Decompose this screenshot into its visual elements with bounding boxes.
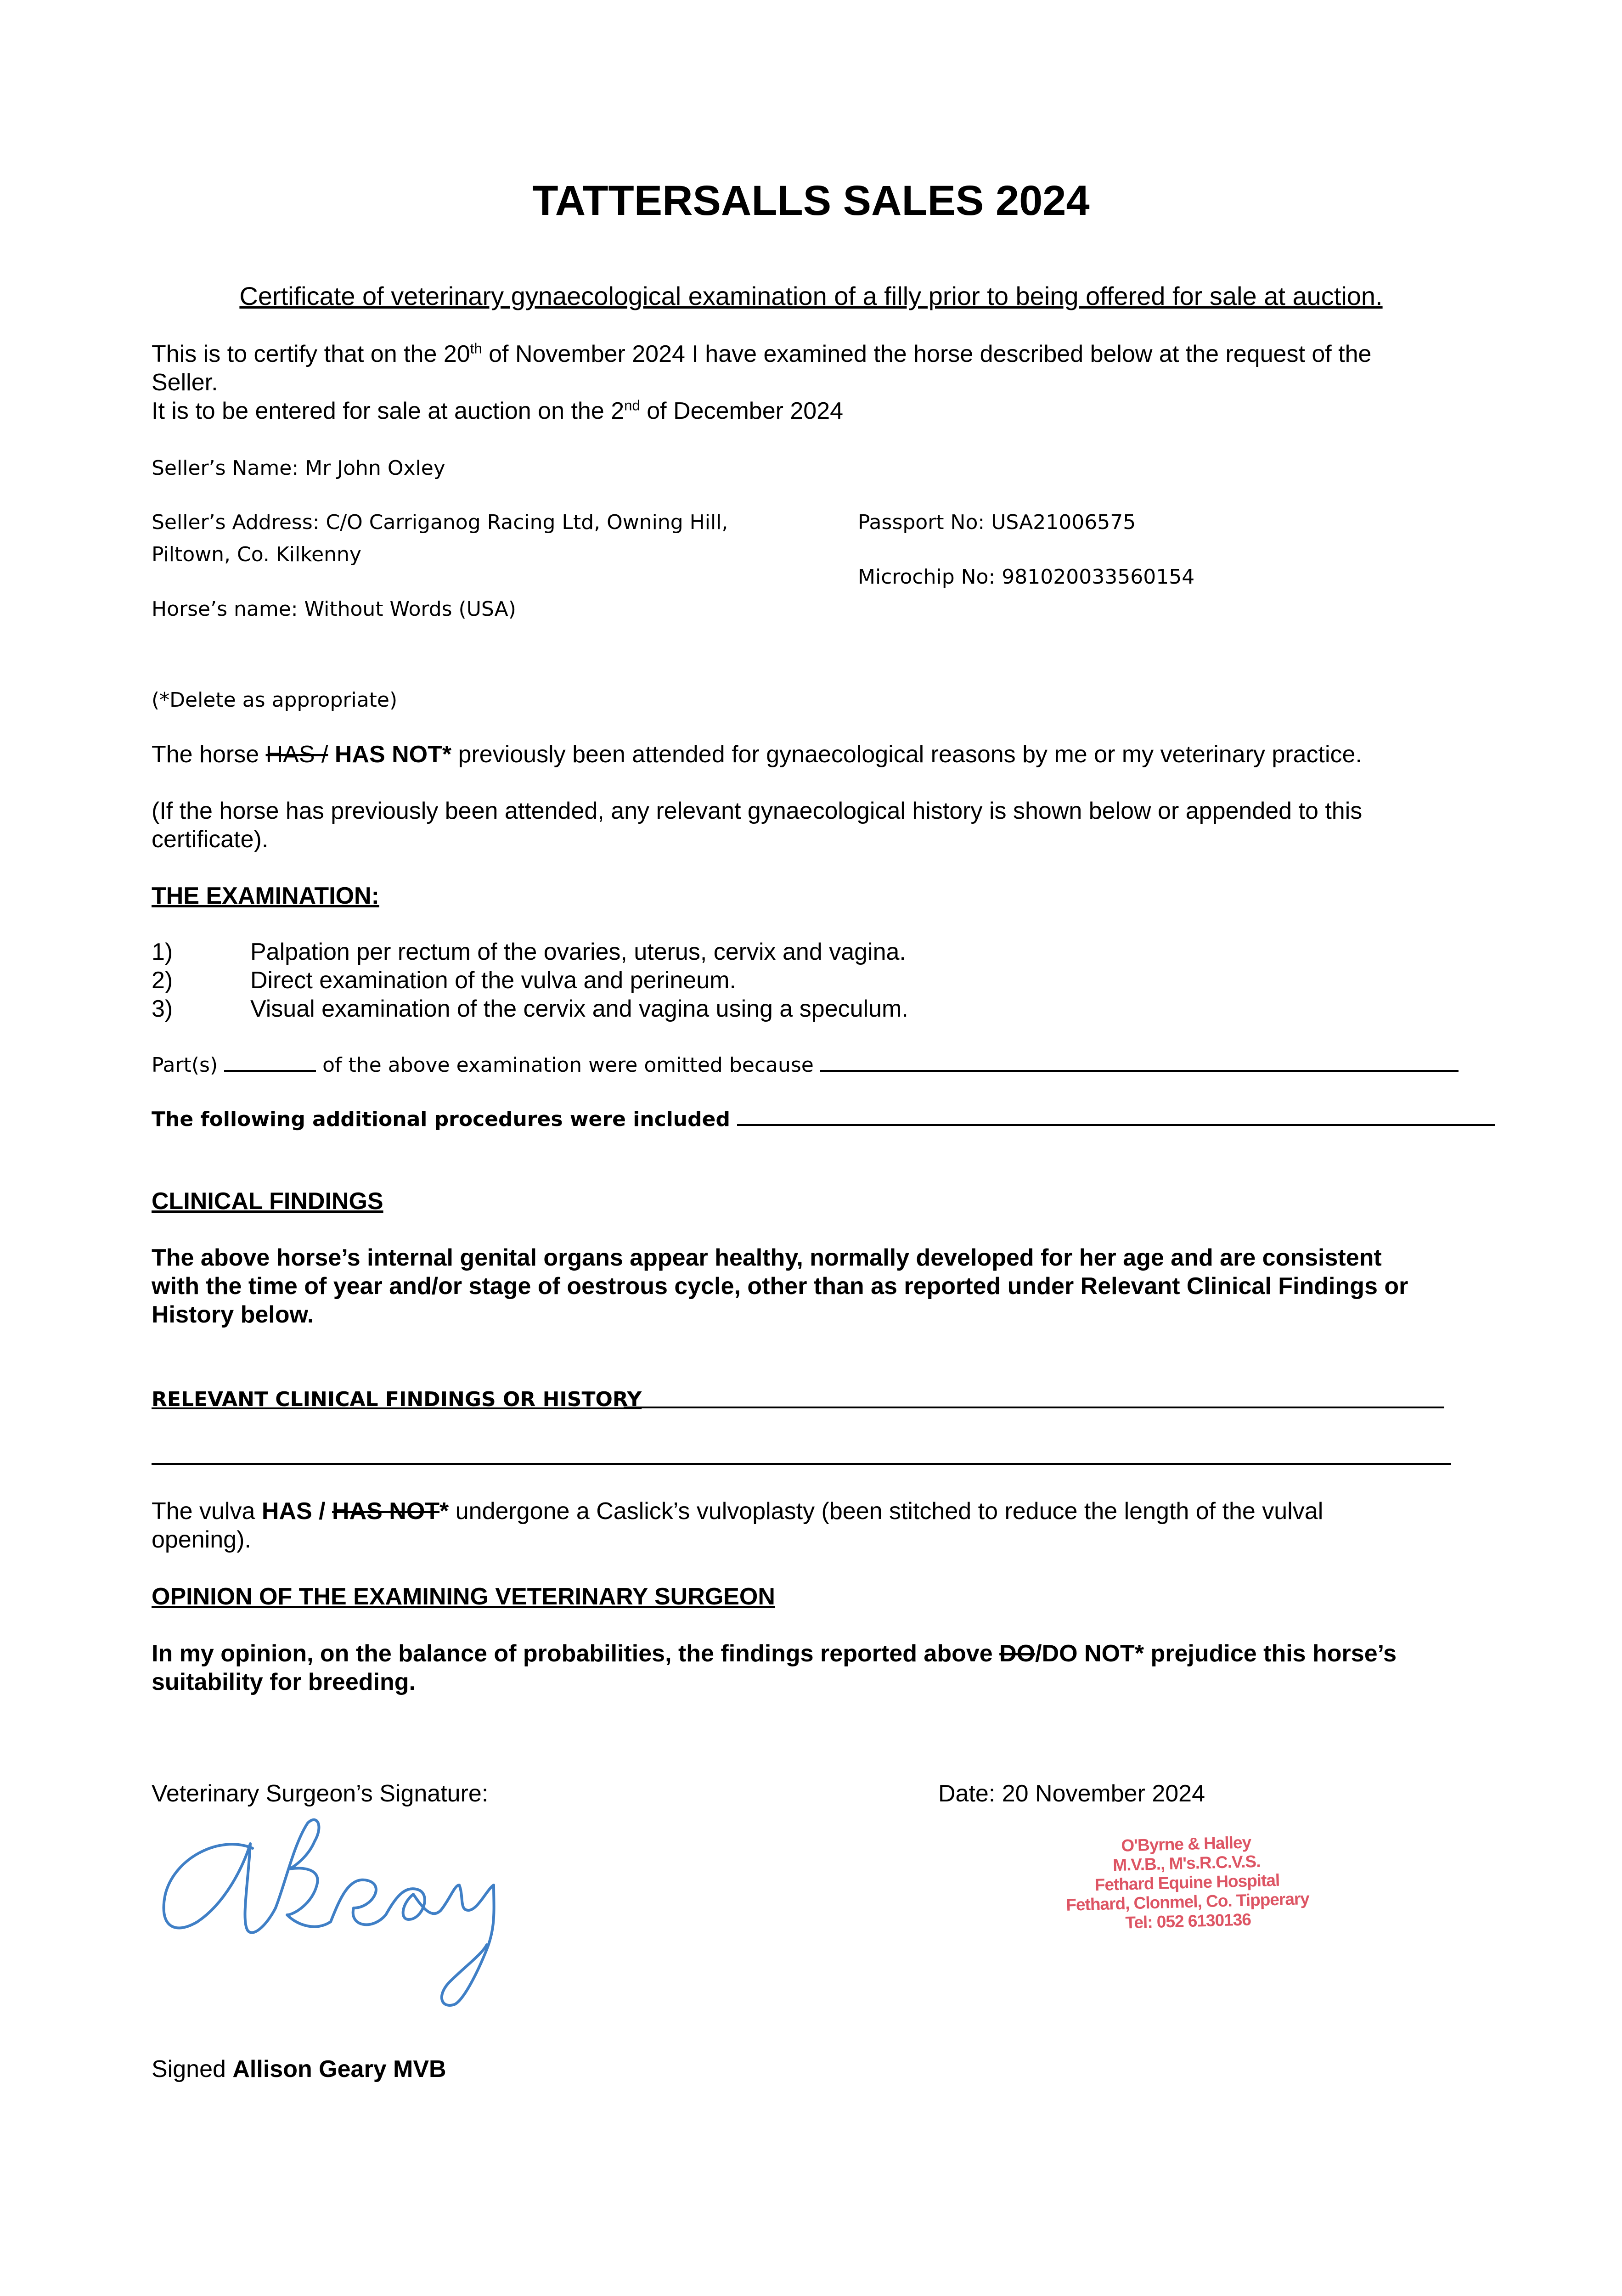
selected-option: HAS NOT* xyxy=(328,741,452,768)
examination-list xyxy=(152,938,908,1023)
selected-option: HAS / xyxy=(261,1498,332,1525)
microchip-value: 981020033560154 xyxy=(1002,565,1195,589)
certificate-subtitle: Certificate of veterinary gynaecological examination of a filly prior to being offered for sale at auction. xyxy=(239,281,1383,310)
omitted-parts-field[interactable] xyxy=(224,1050,316,1072)
list-item: 3) Visual examination of the cervix and vagina using a speculum. xyxy=(152,996,908,1022)
opinion-statement: In my opinion, on the balance of probabilities, the findings reported above DO/DO NOT* prejudice this horse’s suitability for breeding. xyxy=(152,1640,1397,1695)
passport-number: Passport No: USA21006575 xyxy=(858,511,1136,534)
relevant-findings-line-2[interactable] xyxy=(152,1463,1451,1465)
signature-label: Veterinary Surgeon’s Signature: xyxy=(152,1780,489,1807)
opinion-heading: OPINION OF THE EXAMINING VETERINARY SURGEON xyxy=(152,1583,775,1610)
passport-value: USA21006575 xyxy=(991,511,1136,534)
omitted-parts: Part(s) of the above examination were omitted because xyxy=(152,1049,1459,1081)
intro-line-3: It is to be entered for sale at auction on the 2nd of December 2024 xyxy=(152,397,844,424)
intro-line-2: Seller. xyxy=(152,369,218,396)
additional-procedures-field[interactable] xyxy=(737,1104,1495,1126)
date-value: 20 November 2024 xyxy=(1002,1780,1205,1807)
intro-paragraph xyxy=(152,340,1483,425)
seller-name: Seller’s Name: Mr John Oxley xyxy=(152,456,445,480)
relevant-findings-line-1[interactable] xyxy=(624,1407,1444,1408)
signer-name: Allison Geary MVB xyxy=(232,2056,446,2082)
handwritten-signature xyxy=(156,1816,551,2018)
seller-address-line2: Piltown, Co. Kilkenny xyxy=(152,543,361,566)
relevant-findings-label: RELEVANT CLINICAL FINDINGS OR HISTORY xyxy=(152,1388,642,1411)
practice-stamp: O'Byrne & Halley M.V.B., M's.R.C.V.S. Fethard Equine Hospital Fethard, Clonmel, Co. Tipperary Tel: 052 6130136 xyxy=(1065,1833,1310,1932)
omitted-reason-field[interactable] xyxy=(820,1050,1459,1072)
signed-by: Signed Allison Geary MVB xyxy=(152,2056,446,2082)
examination-heading: THE EXAMINATION: xyxy=(152,883,379,909)
list-item: 2) Direct examination of the vulva and perineum. xyxy=(152,967,736,994)
intro-line-1: This is to certify that on the 20th of November 2024 I have examined the horse described below at the request of the xyxy=(152,340,1372,367)
delete-note: (*Delete as appropriate) xyxy=(152,688,398,712)
vulva-statement: The vulva HAS / HAS NOT* undergone a Caslick’s vulvoplasty (been stitched to reduce the length of the vulval opening). xyxy=(152,1498,1324,1553)
seller-address-line1: C/O Carriganog Racing Ltd, Owning Hill, xyxy=(326,511,728,534)
struck-option: DO xyxy=(999,1640,1036,1667)
horse-name: Horse’s name: Without Words (USA) xyxy=(152,597,516,621)
seller-name-value: Mr John Oxley xyxy=(305,456,445,480)
history-note: (If the horse has previously been attended, any relevant gynaecological history is shown below or appended to this certificate). xyxy=(152,798,1363,853)
seller-address: Seller’s Address: C/O Carriganog Racing Ltd, Owning Hill, Piltown, Co. Kilkenny xyxy=(152,506,728,571)
list-item: 1) Palpation per rectum of the ovaries, uterus, cervix and vagina. xyxy=(152,939,906,965)
horse-name-value: Without Words (USA) xyxy=(304,597,516,621)
additional-procedures: The following additional procedures were included xyxy=(152,1103,1495,1136)
clinical-statement: The above horse’s internal genital organs appear healthy, normally developed for her age and are consistent with the time of year and/or stage of oestrous cycle, other than as reported under Relevant Clinical Findings or History below. xyxy=(152,1244,1408,1328)
clinical-findings-heading: CLINICAL FINDINGS xyxy=(152,1188,383,1215)
struck-option: HAS / xyxy=(265,741,328,768)
microchip-number: Microchip No: 981020033560154 xyxy=(858,565,1195,589)
attended-statement: The horse HAS / HAS NOT* previously been attended for gynaecological reasons by me or my veterinary practice. xyxy=(152,741,1362,768)
page-title: TATTERSALLS SALES 2024 xyxy=(532,177,1090,224)
struck-option: HAS NOT xyxy=(332,1498,440,1525)
date-field: Date: 20 November 2024 xyxy=(938,1780,1205,1807)
